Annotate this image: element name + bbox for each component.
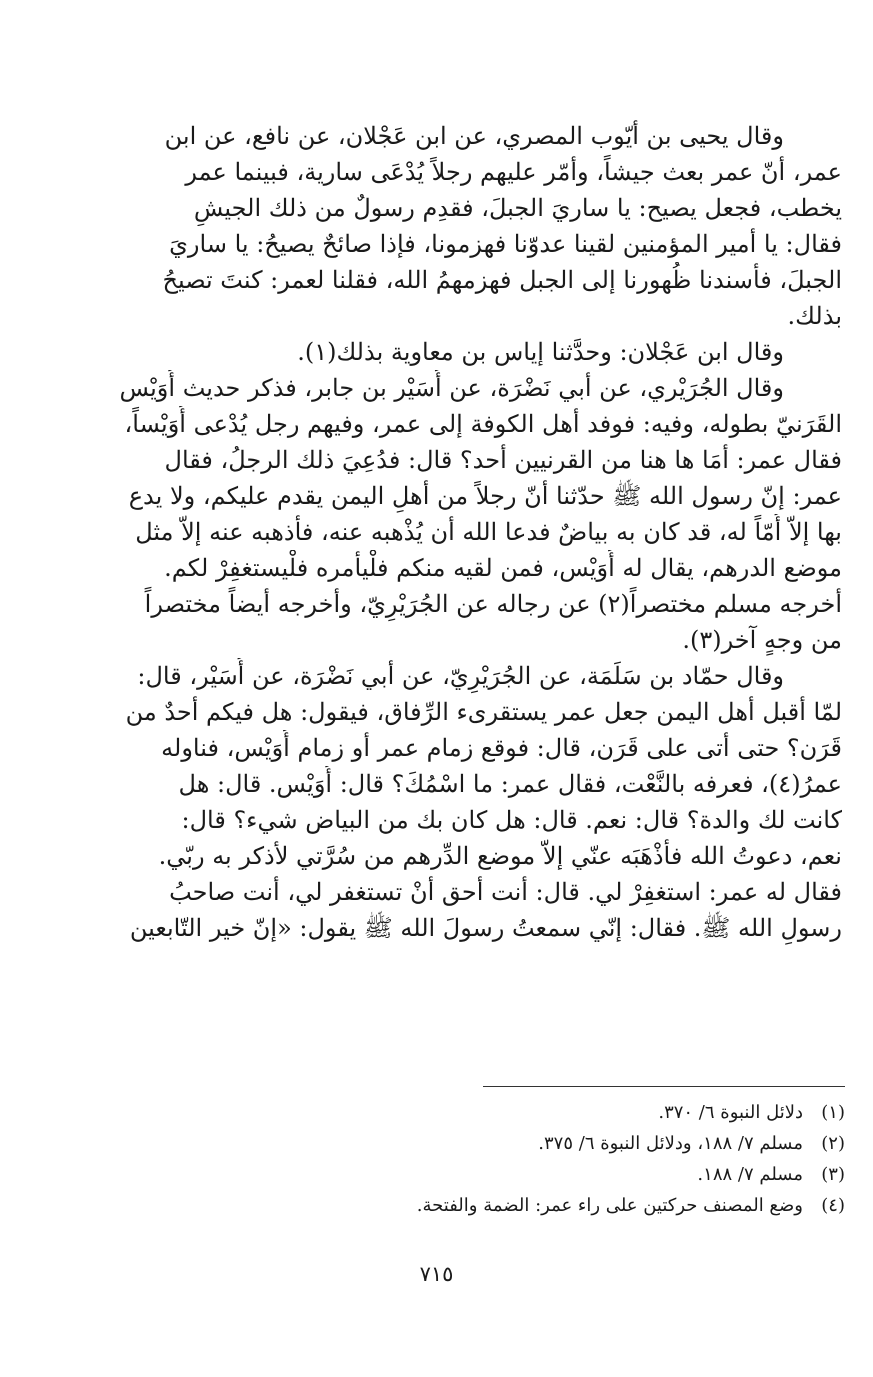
- text-line: رسولِ الله ﷺ. فقال: إنّي سمعتُ رسولَ الله ﷺ يقول: «إنّ خير التّابعين: [129, 914, 842, 942]
- text-line: وقال يحيى بن أيّوب المصري، عن ابن عَجْلان، عن نافع، عن ابن: [164, 122, 784, 150]
- paragraph-1: [115, 118, 842, 334]
- text-line: نعم، دعوتُ الله فأذْهَبَه عنّي إلاّ موضع الدِّرهم من سُرَّتي لأذكر به ربّي.: [158, 842, 842, 870]
- paragraph-4: [115, 658, 842, 946]
- footnotes: [300, 1097, 845, 1221]
- text-line: وقال ابن عَجْلان: وحدَّثنا إياس بن معاوية بذلك(١).: [297, 338, 784, 366]
- text-line: موضع الدرهم، يقال له أُوَيْس، فمن لقيه منكم فلْيأمره فلْيستغفِرْ لكم.: [164, 554, 842, 582]
- text-line: كانت لك والدة؟ قال: نعم. قال: هل كان بك من البياض شيء؟ قال:: [181, 806, 842, 834]
- text-line: عمرُ(٤)، فعرفه بالنَّعْت، فقال عمر: ما اسْمُكَ؟ قال: أُوَيْس. قال: هل: [178, 770, 842, 798]
- paragraph-2: [115, 334, 842, 370]
- paragraph-3: [115, 370, 842, 658]
- text-line: فقال له عمر: استغفِرْ لي. قال: أنت أحق أنْ تستغفر لي، أنت صاحبُ: [169, 878, 842, 906]
- text-line: لمّا أقبل أهل اليمن جعل عمر يستقرىء الرِّفاق، فيقول: هل فيكم أحدٌ من: [125, 698, 842, 726]
- text-line: بها إلاّ أُمّاً له، قد كان به بياضٌ فدعا الله أن يُذْهبه عنه، فأذهبه عنه إلاّ مثل: [135, 518, 842, 546]
- text-line: فقال: يا أمير المؤمنين لقينا عدوّنا فهزمونا، فإذا صائحٌ يصيحُ: يا ساريَ: [169, 230, 842, 258]
- footnote-divider: [483, 1086, 845, 1087]
- footnote-2: [300, 1128, 845, 1159]
- footnote-text: دلائل النبوة ٦/ ٣٧٠.: [658, 1102, 803, 1123]
- text-line: من وجهٍ آخر(٣).: [682, 626, 842, 654]
- footnote-number: (٢): [821, 1133, 845, 1154]
- text-line: عمر، أنّ عمر بعث جيشاً، وأمّر عليهم رجلاً يُدْعَى سارية، فبينما عمر: [185, 158, 842, 186]
- text-line: بذلك.: [787, 302, 842, 330]
- text-line: عمر: إنّ رسول الله ﷺ حدّثنا أنّ رجلاً من أهلِ اليمن يقدم عليكم، ولا يدع: [128, 482, 842, 510]
- text-line: وقال الجُرَيْري، عن أبي نَضْرَة، عن أُسَيْر بن جابر، فذكر حديث أُوَيْس: [119, 374, 784, 402]
- footnote-number: (١): [821, 1102, 845, 1123]
- footnote-text: مسلم ٧/ ١٨٨، ودلائل النبوة ٦/ ٣٧٥.: [538, 1133, 803, 1154]
- page-number: ٧١٥: [419, 1262, 454, 1286]
- text-line: يخطب، فجعل يصيح: يا ساريَ الجبلَ، فقدِم رسولٌ من ذلك الجيشِ: [193, 194, 842, 222]
- footnote-3: [300, 1159, 845, 1190]
- footnote-number: (٤): [821, 1195, 845, 1216]
- footnote-4: [300, 1190, 845, 1221]
- text-line: أخرجه مسلم مختصراً(٢) عن رجاله عن الجُرَيْرِيّ، وأخرجه أيضاً مختصراً: [144, 590, 842, 618]
- text-line: القَرَنيّ بطوله، وفيه: فوفد أهل الكوفة إلى عمر، وفيهم رجل يُدْعى أُوَيْساً،: [124, 410, 842, 438]
- main-text: [115, 118, 842, 946]
- footnote-number: (٣): [821, 1164, 845, 1185]
- footnote-text: وضع المصنف حركتين على راء عمر: الضمة والفتحة.: [416, 1195, 803, 1216]
- footnote-text: مسلم ٧/ ١٨٨.: [697, 1164, 803, 1185]
- text-line: فقال عمر: أمَا ها هنا من القرنيين أحد؟ قال: فدُعِيَ ذلك الرجلُ، فقال: [164, 446, 842, 474]
- text-line: الجبلَ، فأسندنا ظُهورنا إلى الجبل فهزمهمُ الله، فقلنا لعمر: كنتَ تصيحُ: [162, 266, 842, 294]
- text-line: وقال حمّاد بن سَلَمَة، عن الجُرَيْرِيّ، عن أبي نَضْرَة، عن أُسَيْر، قال:: [137, 662, 784, 690]
- footnote-1: [300, 1097, 845, 1128]
- text-line: قَرَن؟ حتى أتى على قَرَن، قال: فوقع زمام عمر أو زمام أُوَيْس، فناوله: [161, 734, 842, 762]
